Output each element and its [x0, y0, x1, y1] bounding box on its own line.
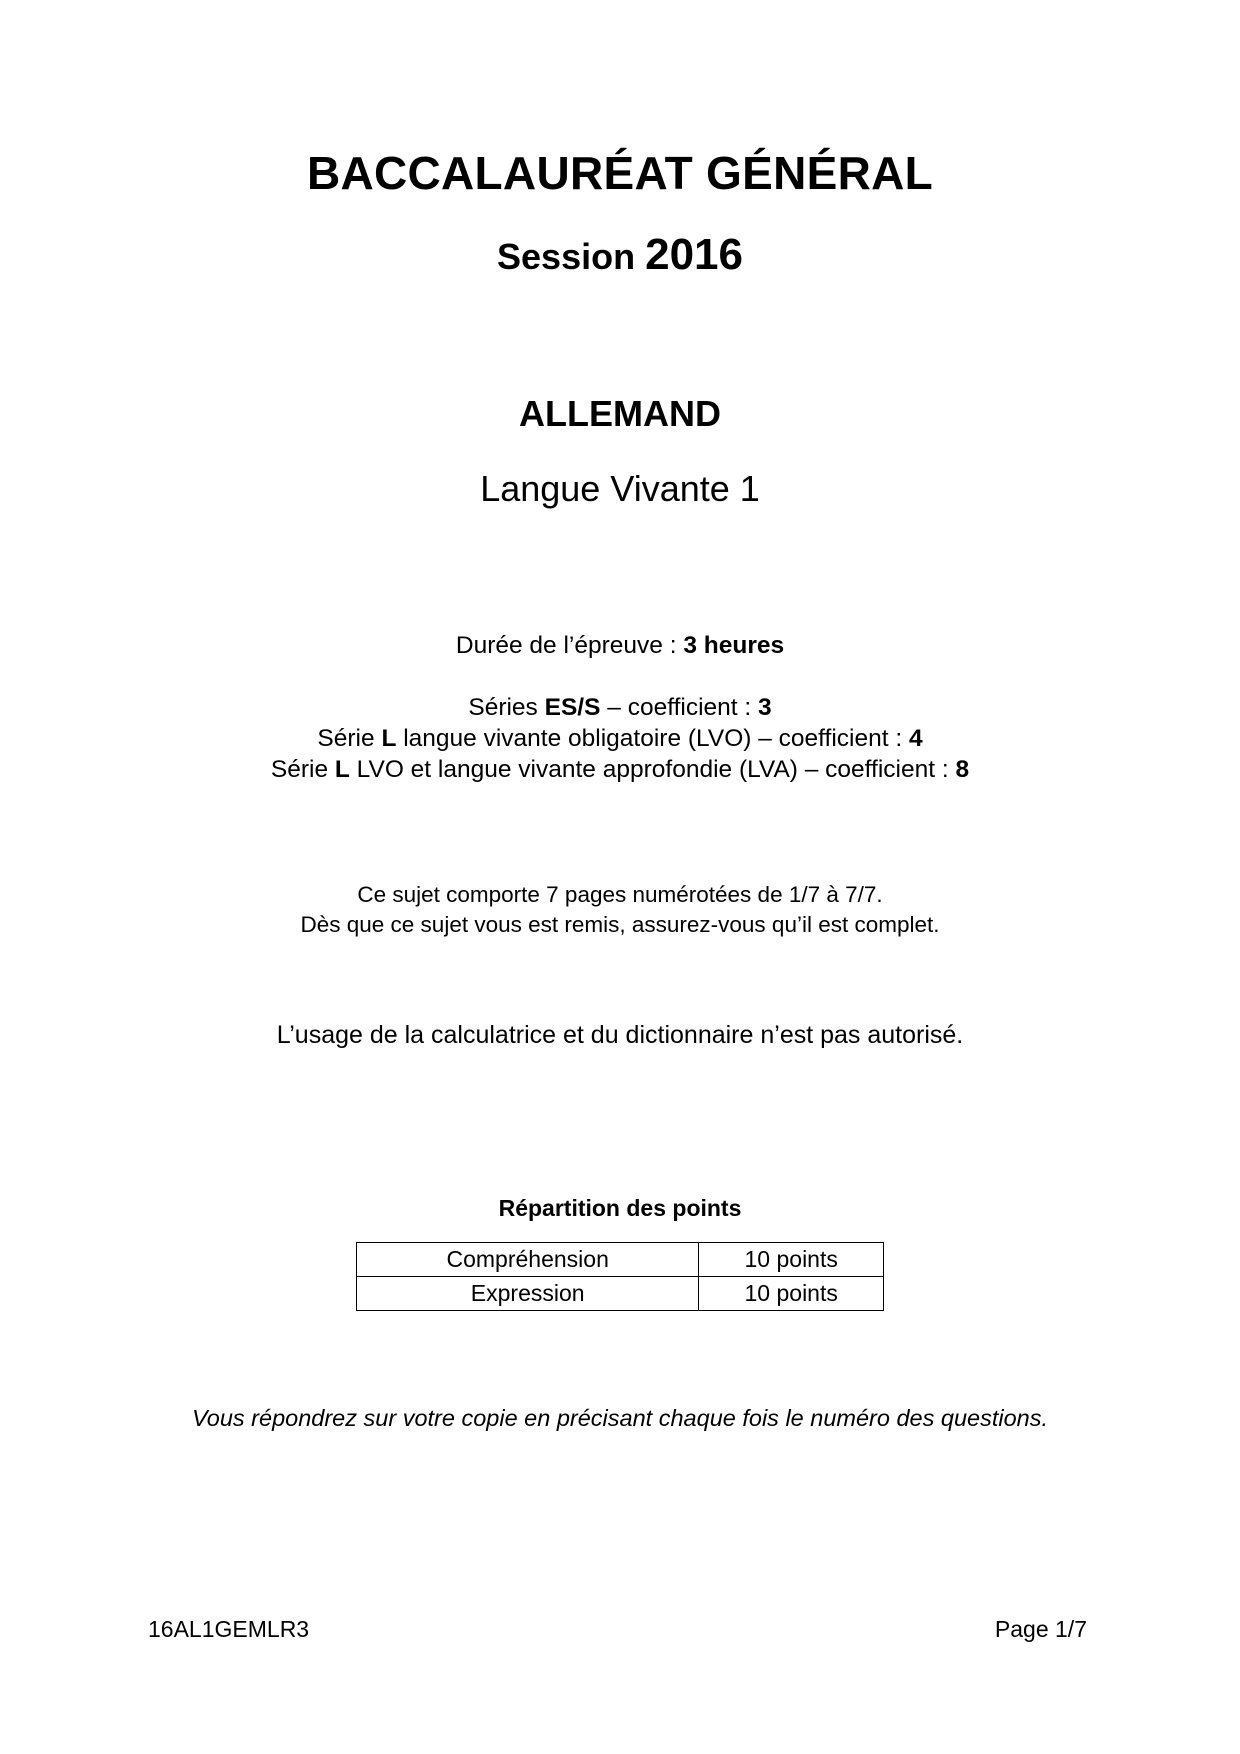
- series-l-lva-line: [0, 754, 1240, 785]
- duration-label: Durée de l’épreuve :: [455, 632, 684, 659]
- subject-level: Langue Vivante 1: [480, 468, 760, 509]
- pages-count-note: Ce sujet comporte 7 pages numérotées de 1/7 à 7/7.: [357, 882, 883, 907]
- section-cell: Compréhension: [357, 1243, 699, 1277]
- series-name: L: [381, 725, 397, 752]
- table-row: [357, 1277, 884, 1311]
- table-row: [357, 1243, 884, 1277]
- session-year: 2016: [645, 230, 743, 279]
- points-table: [356, 1242, 884, 1311]
- series-l-lvo-line: [0, 723, 1240, 754]
- footer-page-number: Page 1/7: [994, 1616, 1087, 1642]
- series-name: ES/S: [544, 694, 601, 721]
- points-cell: 10 points: [699, 1277, 884, 1311]
- section-cell: Expression: [357, 1277, 699, 1311]
- session-label: Session: [497, 236, 636, 277]
- series-middle: LVO et langue vivante approfondie (LVA) – coefficient :: [349, 756, 956, 783]
- calculator-note: L’usage de la calculatrice et du dictionnaire n’est pas autorisé.: [276, 1021, 964, 1049]
- series-prefix: Séries: [468, 694, 545, 721]
- series-middle: langue vivante obligatoire (LVO) – coefficient :: [396, 725, 909, 752]
- subject-name: ALLEMAND: [519, 393, 721, 434]
- points-cell: 10 points: [699, 1243, 884, 1277]
- footer-exam-code: 16AL1GEMLR3: [148, 1616, 310, 1642]
- series-prefix: Série: [270, 756, 335, 783]
- series-coefficient: 3: [758, 694, 772, 721]
- series-name: L: [334, 756, 350, 783]
- series-coefficient: 4: [908, 725, 923, 752]
- answer-instructions: Vous répondrez sur votre copie en précisant chaque fois le numéro des questions.: [191, 1405, 1049, 1431]
- series-prefix: Série: [317, 725, 382, 752]
- completeness-note: Dès que ce sujet vous est remis, assurez-vous qu’il est complet.: [300, 912, 940, 937]
- points-table-title: Répartition des points: [498, 1195, 742, 1221]
- series-coefficient: 8: [955, 756, 970, 783]
- duration-value: 3 heures: [683, 632, 785, 659]
- duration-line: [0, 630, 1240, 661]
- series-middle: – coefficient :: [600, 694, 758, 721]
- series-es-s-line: [0, 692, 1240, 723]
- exam-title: BACCALAURÉAT GÉNÉRAL: [306, 147, 934, 199]
- session-line: [0, 230, 1240, 280]
